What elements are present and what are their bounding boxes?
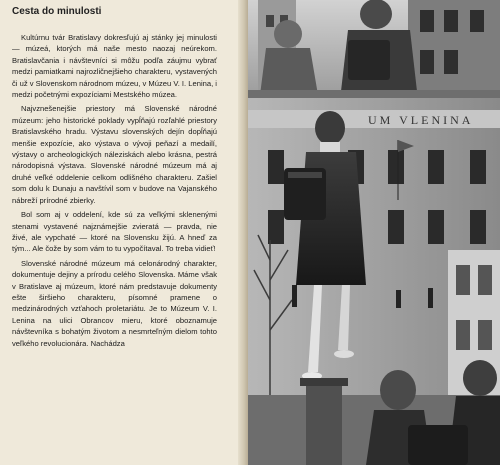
left-page bbox=[0, 0, 242, 465]
child-head-2 bbox=[360, 0, 392, 29]
school-bag bbox=[348, 40, 390, 80]
collage-photo bbox=[248, 0, 500, 465]
article-title: Cesta do minulosti bbox=[12, 6, 102, 17]
child-head-1 bbox=[274, 20, 302, 48]
paragraph-4: Slovenské národné múzeum má celonárodný charakter, dokumentuje dejiny a prírodu celého Slovenska. Máme však v Bratislave aj múzeum, ktoré nám predstavuje dokumenty ešte širšieho charakteru, písomné pramene o medzinárodných vzťahoch proletariátu. Je to Múzeum V. I. Lenina na ulici Obrancov mieru, ktoré oboznamuje návštevníka s bohatým životom a nesmrteľným dielom tohto veľkého revolucionára. Nachádza bbox=[12, 258, 217, 348]
paragraph-1: Kultúrnu tvár Bratislavy dokresľujú aj stánky jej minulosti — múzeá, ktorých má naše mesto naozaj neúrekom. Bratislavčania i návštevníci si môžu podľa záujmu vybrať medzi pamiatkami najrozličnejšieho charakteru, vystavených či už v Slovenskom národnom múzeu, v Múzeu V. I. Lenina, i medzi početnými expozíciami Mestského múzea. bbox=[12, 33, 217, 100]
bottom-school-bag bbox=[408, 425, 468, 465]
collage-illustration bbox=[248, 0, 500, 465]
article-body bbox=[12, 32, 217, 352]
paragraph-3: Bol som aj v oddelení, kde sú za veľkými sklenenými stenami vystavené najznámejšie zvieratá — pravda, nie živé, ale vypchaté — ktoré na Slovensku žijú. A hneď za tým... Ale čože by som vám to tu vypočítaval. To treba vidieť! bbox=[12, 210, 217, 254]
paragraph-2: Najvznešenejšie priestory má Slovenské národné múzeum: jeho historické poklady vypĺňajú rozľahlé priestory Bratislavského hradu. Výstavu slovenských dejín dopĺňajú menšie expozície, ako výstava o vývoji peňazí a medailí, výstavy o archeologických náleziskách alebo krásna, pestrá národopisná výstava. Slovenské národné múzeum má aj druhé veľké oddelenie celkom odlišného charakteru. Zašiel som dolu k Dunaju a navštívil som v budove na Vajanského nábreží prírodné zbierky. bbox=[12, 104, 217, 205]
facade-inscription: UM VLENINA bbox=[368, 113, 474, 127]
monument bbox=[306, 380, 342, 465]
book-gutter bbox=[238, 0, 248, 465]
